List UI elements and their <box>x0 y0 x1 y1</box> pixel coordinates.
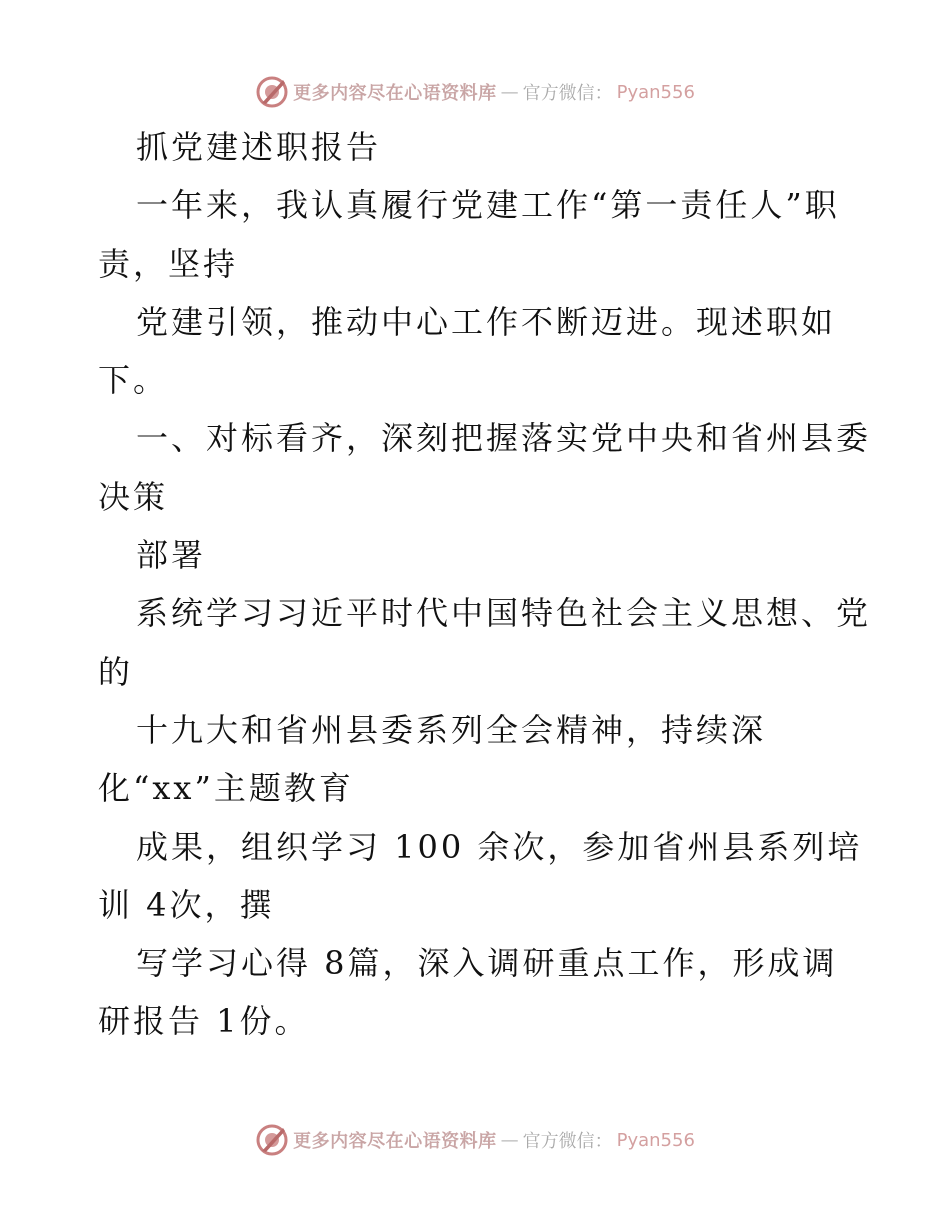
document-line: 责，坚持 <box>98 244 239 283</box>
document-line: 十九大和省州县委系列全会精神，持续深 <box>136 710 767 749</box>
footer-watermark <box>0 1120 950 1160</box>
document-body <box>98 118 872 1051</box>
document-line: 党建引领，推动中心工作不断迈进。现述职如 <box>136 302 837 341</box>
watermark-official-label: 官方微信： <box>522 1131 613 1152</box>
document-line: 抓党建述职报告 <box>136 128 382 166</box>
watermark-separator: — <box>500 1129 519 1151</box>
watermark-wechat-handle: Pyan556 <box>616 81 695 103</box>
document-line: 的 <box>98 652 134 691</box>
watermark-separator: — <box>500 81 519 103</box>
watermark-wechat-handle: Pyan556 <box>616 1129 695 1151</box>
watermark-brand-text: 更多内容尽在心语资料库 <box>293 1131 497 1152</box>
document-line: 写学习心得 8篇，深入调研重点工作，形成调 <box>136 944 838 983</box>
document-line: 研报告 1份。 <box>98 1002 310 1041</box>
document-line: 决策 <box>98 477 169 516</box>
document-line: 部署 <box>136 536 207 575</box>
quill-seal-icon <box>255 75 289 109</box>
document-line: 一、对标看齐，深刻把握落实党中央和省州县委 <box>136 419 872 458</box>
document-line: 成果，组织学习 100 余次，参加省州县系列培 <box>136 827 863 866</box>
watermark-brand-text: 更多内容尽在心语资料库 <box>293 83 497 104</box>
document-line: 下。 <box>98 361 169 400</box>
document-line: 训 4次，撰 <box>98 885 275 924</box>
document-line: 一年来，我认真履行党建工作“第一责任人”职 <box>136 186 840 225</box>
quill-seal-icon <box>255 1123 289 1157</box>
header-watermark <box>0 72 950 112</box>
document-line: 化“xx”主题教育 <box>98 769 354 808</box>
watermark-official-label: 官方微信： <box>522 83 613 104</box>
document-line: 系统学习习近平时代中国特色社会主义思想、党 <box>136 594 872 633</box>
